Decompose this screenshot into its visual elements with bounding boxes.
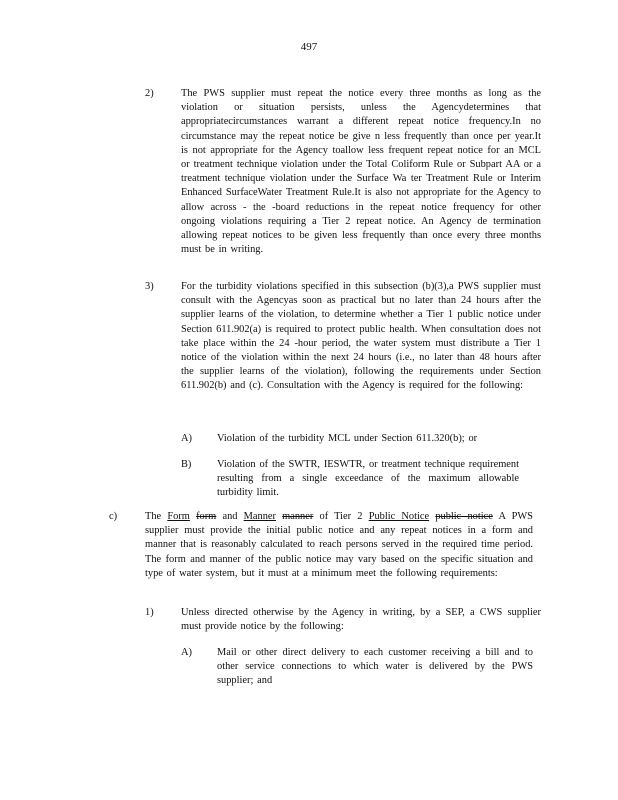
paragraph-b3-a: [181, 432, 519, 448]
paragraph-c-and: and: [222, 511, 238, 522]
paragraph-c: [109, 510, 533, 598]
paragraph-c-public-notice-deleted: public notice: [435, 511, 493, 522]
paragraph-c-label: c): [109, 511, 118, 522]
paragraph-c-the: The: [145, 511, 162, 522]
paragraph-c1: [145, 606, 541, 636]
paragraph-c-form-deleted: form: [196, 511, 217, 522]
paragraph-c-manner-deleted: manner: [282, 511, 314, 522]
paragraph-c-public-notice-inserted: Public Notice: [368, 511, 430, 522]
paragraph-c-body: A PWS supplier must provide the initial public notice and any repeat notices in a form and manner that is reasonably calculated to reach persons served in the required time period. The form and manner of the public notice may vary based on the specific situation and type of water system, but it must at a minimum meet the following requirements:: [145, 511, 533, 579]
paragraph-b3-text: For the turbidity violations specified in this subsection (b)(3),a PWS supplier must consult with the Agencyas soon as practical but no later than 24 hours after the supplier learns of the violation, to determine whether a Tier 1 public notice under Section 611.902(a) is required to protect public health. When consultation does not take place within the 24 -hour period, the water system must distribute a Tier 1 notice of the violation within the next 24 hours (i.e., no later than 48 hours after the supplier learns of the violation), following the requirements under Section 611.902(b) and (c). Consultation with the Agency is required for the following:: [181, 281, 541, 392]
paragraph-c-manner-inserted: Manner: [243, 511, 276, 522]
paragraph-b2: [145, 87, 541, 273]
paragraph-c1-text: Unless directed otherwise by the Agency in writing, by a SEP, a CWS supplier must provide notice by the following:: [181, 607, 541, 633]
paragraph-c-text: [145, 510, 533, 581]
paragraph-b3-b: [181, 458, 519, 502]
paragraph-b2-text: The PWS supplier must repeat the notice every three months as long as the violation or situation persists, unless the Agencydetermines that appropriatecircumstances warrant a different repeat notice frequency.In no circumstance may the repeat notice be give n less frequently than once per year.It is not appropriate for the Agency toallow less frequent repeat notice for an MCL or treatment technique violation under the Total Coliform Rule or Subpart AA or a treatment technique violation under the Surface Wa ter Treatment Rule or Interim Enhanced SurfaceWater Treatment Rule.It is also not appropriate for the Agency to allow across - the -board reductions in the repeat notice frequency for other ongoing violations requiring a Tier 2 repeat notice. An Agency de termination allowing repeat notices to be given less frequently than once every three months must be in writing.: [181, 88, 541, 256]
paragraph-b3-label: 3): [145, 281, 154, 292]
paragraph-b2-label: 2): [145, 88, 154, 99]
paragraph-b3-b-label: B): [181, 459, 192, 470]
paragraph-b3-b-text: Violation of the SWTR, IESWTR, or treatment technique requirement resulting from a single exceedance of the maximum allowable turbidity limit.: [217, 459, 519, 499]
paragraph-b3-a-label: A): [181, 433, 192, 444]
paragraph-c1-a-label: A): [181, 647, 192, 658]
paragraph-c1-label: 1): [145, 607, 154, 618]
paragraph-c1-a-text: Mail or other direct delivery to each customer receiving a bill and to other service connections to which water is delivered by the PWS supplier; and: [217, 647, 533, 687]
paragraph-c-of-tier: of Tier 2: [319, 511, 363, 522]
paragraph-c1-a: [181, 646, 533, 690]
paragraph-c-form-inserted: Form: [167, 511, 190, 522]
paragraph-b3-a-text: Violation of the turbidity MCL under Section 611.320(b); or: [217, 433, 478, 444]
paragraph-b3: [145, 280, 541, 430]
page-number: 497: [300, 41, 318, 53]
